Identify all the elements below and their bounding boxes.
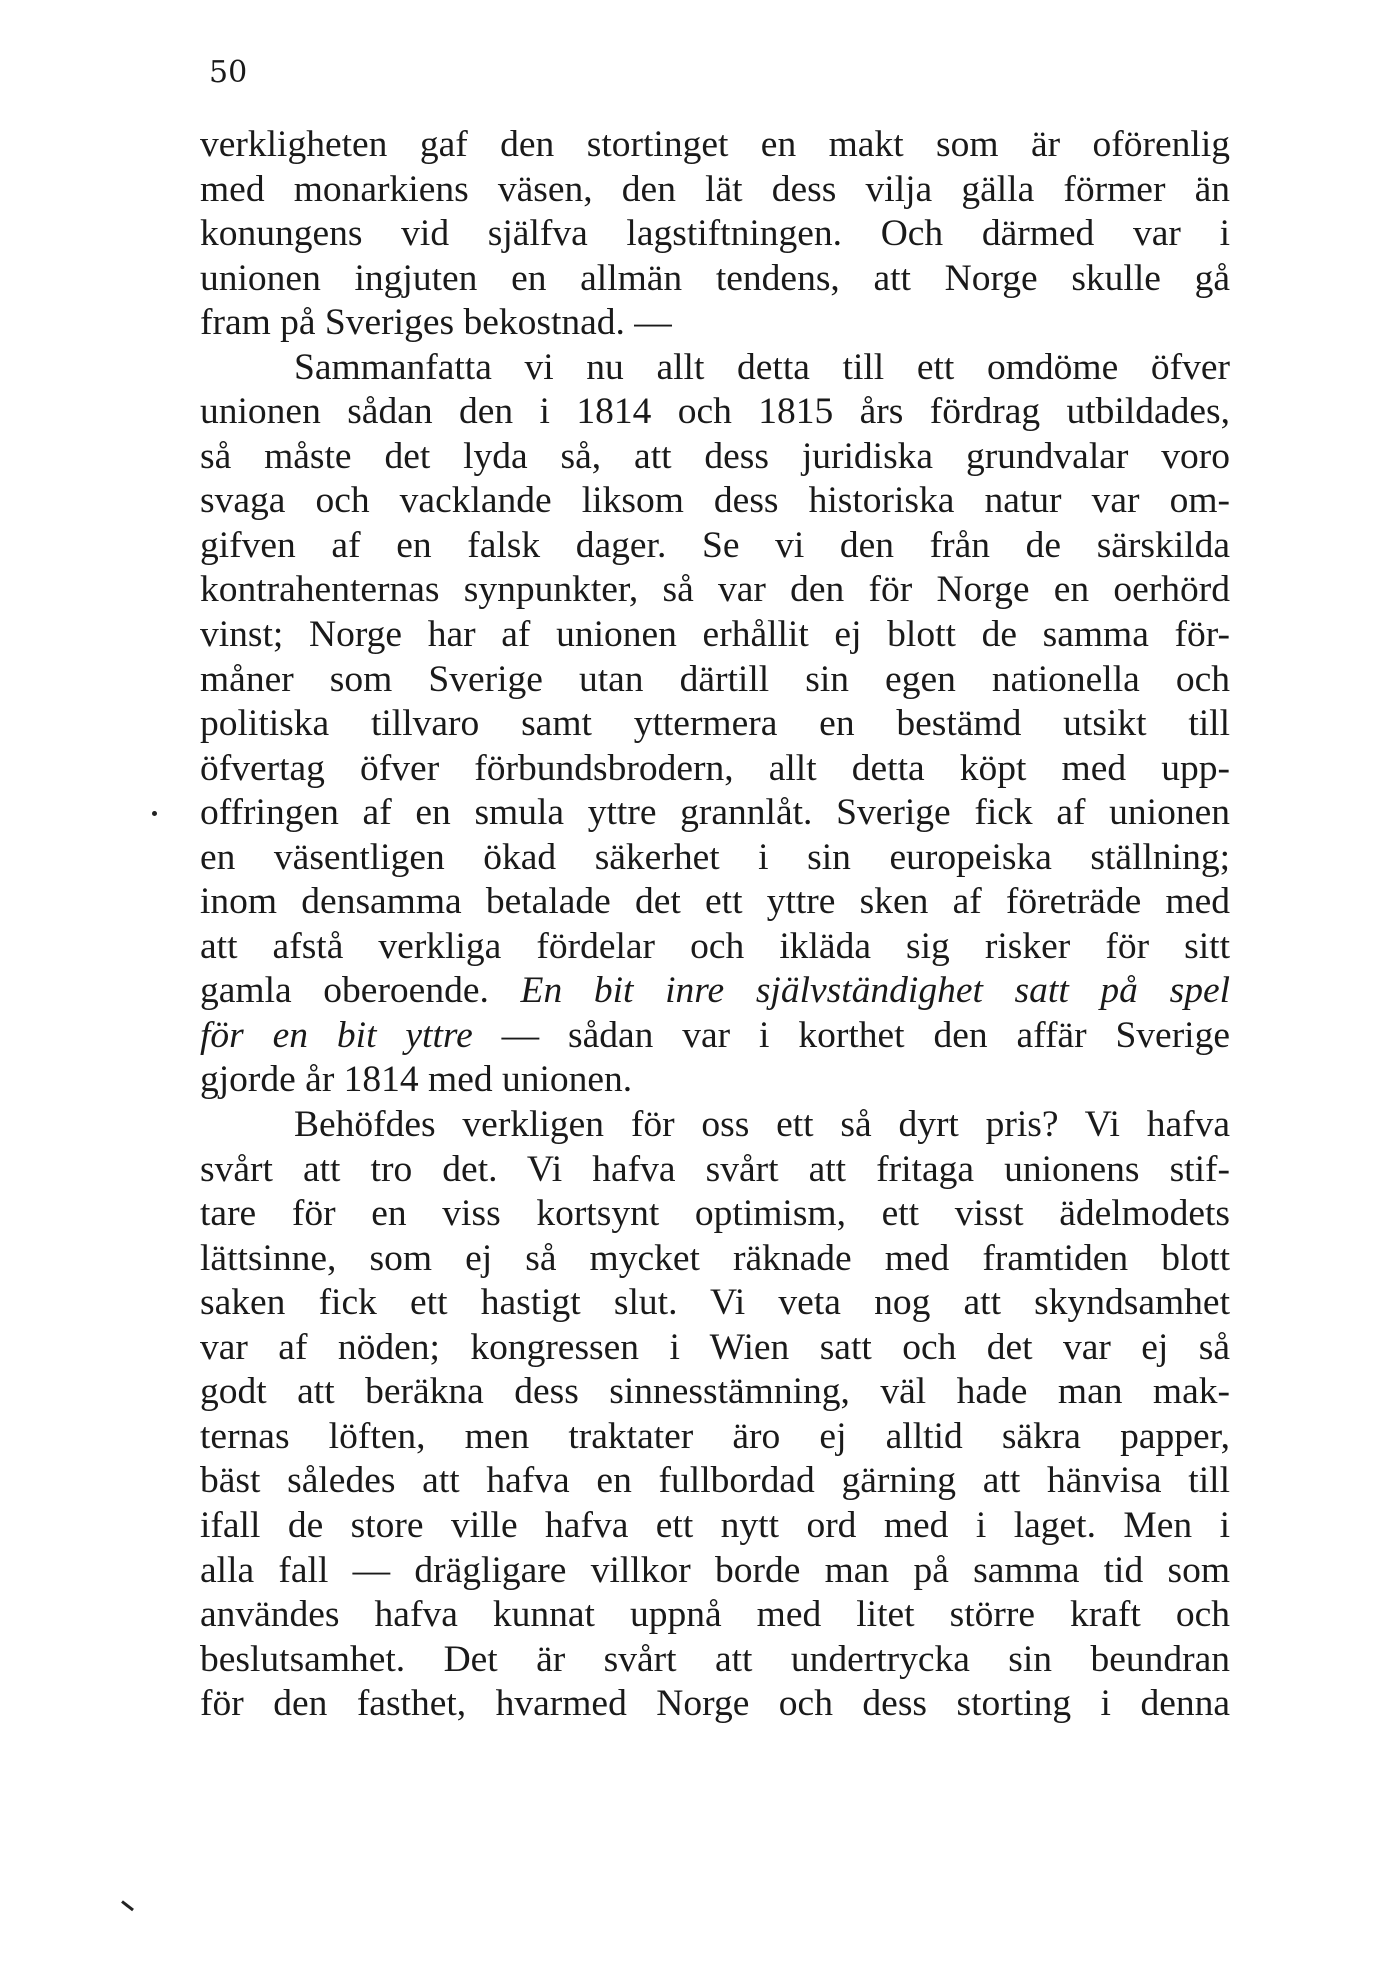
text-line: [200, 390, 1230, 435]
corner-stray-mark: [121, 1900, 134, 1911]
line-text: beslutsamhet. Det är svårt att undertrycka sin beundran: [200, 1638, 1230, 1680]
line-text: unionen ingjuten en allmän tendens, att Norge skulle gå: [200, 257, 1230, 299]
line-text: svårt att tro det. Vi hafva svårt att fritaga unionens stif-: [200, 1148, 1230, 1190]
body-text: [200, 123, 1230, 1727]
line-text: med monarkiens väsen, den lät dess vilja gälla förmer än: [200, 168, 1230, 210]
text-line: [200, 1593, 1230, 1638]
line-text: Sammanfatta vi nu allt detta till ett omdöme öfver: [294, 346, 1230, 388]
line-text: måner som Sverige utan därtill sin egen nationella och: [200, 658, 1230, 700]
line-text: gamla oberoende.: [200, 970, 521, 1012]
italic-phrase: för en bit yttre: [200, 1014, 473, 1056]
text-line: [200, 1237, 1230, 1282]
text-line: [200, 1058, 1230, 1103]
text-line: [200, 479, 1230, 524]
text-line: [200, 1638, 1230, 1683]
line-text: — sådan var i korthet den affär Sverige: [472, 1014, 1230, 1056]
italic-phrase: En bit inre självständighet satt på spel: [520, 970, 1230, 1012]
text-line: [200, 346, 1230, 391]
line-text: ifall de store ville hafva ett nytt ord med i laget. Men i: [200, 1504, 1230, 1546]
text-line: [200, 301, 1230, 346]
line-text: vinst; Norge har af unionen erhållit ej blott de samma för-: [200, 614, 1230, 656]
line-text: gjorde år 1814 med unionen.: [200, 1059, 633, 1101]
line-text: alla fall — drägligare villkor borde man på samma tid som: [200, 1549, 1230, 1591]
text-line: [200, 568, 1230, 613]
text-line: [200, 1281, 1230, 1326]
text-line: [200, 123, 1230, 168]
text-line: [200, 969, 1230, 1014]
text-line: [200, 658, 1230, 703]
line-text: användes hafva kunnat uppnå med litet större kraft och: [200, 1594, 1230, 1636]
text-line: [200, 1504, 1230, 1549]
margin-dot-mark: [152, 811, 157, 816]
line-text: att afstå verkliga fördelar och ikläda sig risker för sitt: [200, 925, 1230, 967]
line-text: offringen af en smula yttre grannlåt. Sverige fick af unionen: [200, 792, 1230, 834]
line-text: en väsentligen ökad säkerhet i sin europeiska ställning;: [200, 836, 1230, 878]
line-text: konungens vid själfva lagstiftningen. Och därmed var i: [200, 213, 1230, 255]
text-line: [200, 791, 1230, 836]
text-line: [200, 1192, 1230, 1237]
text-line: [200, 1370, 1230, 1415]
text-line: [200, 1103, 1230, 1148]
line-text: kontrahenternas synpunkter, så var den för Norge en oerhörd: [200, 569, 1230, 611]
line-text: inom densamma betalade det ett yttre sken af företräde med: [200, 881, 1230, 923]
line-text: politiska tillvaro samt yttermera en bestämd utsikt till: [200, 703, 1230, 745]
text-line: [200, 747, 1230, 792]
line-text: var af nöden; kongressen i Wien satt och det var ej så: [200, 1326, 1230, 1368]
line-text: saken fick ett hastigt slut. Vi veta nog att skyndsamhet: [200, 1282, 1230, 1324]
text-line: [200, 524, 1230, 569]
line-text: för den fasthet, hvarmed Norge och dess storting i denna: [200, 1683, 1230, 1725]
line-text: godt att beräkna dess sinnesstämning, väl hade man mak-: [200, 1371, 1230, 1413]
line-text: så måste det lyda så, att dess juridiska grundvalar voro: [200, 435, 1230, 477]
text-line: [200, 168, 1230, 213]
text-line: [200, 880, 1230, 925]
text-line: [200, 925, 1230, 970]
page-number: 50: [209, 55, 248, 90]
line-text: lättsinne, som ej så mycket räknade med framtiden blott: [200, 1237, 1230, 1279]
text-line: [200, 1014, 1230, 1059]
text-line: [200, 1682, 1230, 1727]
text-line: [200, 836, 1230, 881]
text-line: [200, 1326, 1230, 1371]
line-text: Behöfdes verkligen för oss ett så dyrt pris? Vi hafva: [294, 1104, 1230, 1146]
text-line: [200, 613, 1230, 658]
line-text: svaga och vacklande liksom dess historiska natur var om-: [200, 480, 1230, 522]
line-text: ternas löften, men traktater äro ej alltid säkra papper,: [200, 1415, 1230, 1457]
text-line: [200, 212, 1230, 257]
text-line: [200, 1415, 1230, 1460]
line-text: öfvertag öfver förbundsbrodern, allt detta köpt med upp-: [200, 747, 1230, 789]
line-text: tare för en viss kortsynt optimism, ett visst ädelmodets: [200, 1193, 1230, 1235]
text-line: [200, 435, 1230, 480]
line-text: unionen sådan den i 1814 och 1815 års fördrag utbildades,: [200, 391, 1230, 433]
line-text: bäst således att hafva en fullbordad gärning att hänvisa till: [200, 1460, 1230, 1502]
text-line: [200, 1459, 1230, 1504]
text-line: [200, 702, 1230, 747]
text-line: [200, 257, 1230, 302]
line-text: fram på Sveriges bekostnad. —: [200, 302, 672, 344]
line-text: gifven af en falsk dager. Se vi den från de särskilda: [200, 524, 1230, 566]
text-line: [200, 1549, 1230, 1594]
line-text: verkligheten gaf den stortinget en makt som är oförenlig: [200, 124, 1230, 165]
text-line: [200, 1148, 1230, 1193]
